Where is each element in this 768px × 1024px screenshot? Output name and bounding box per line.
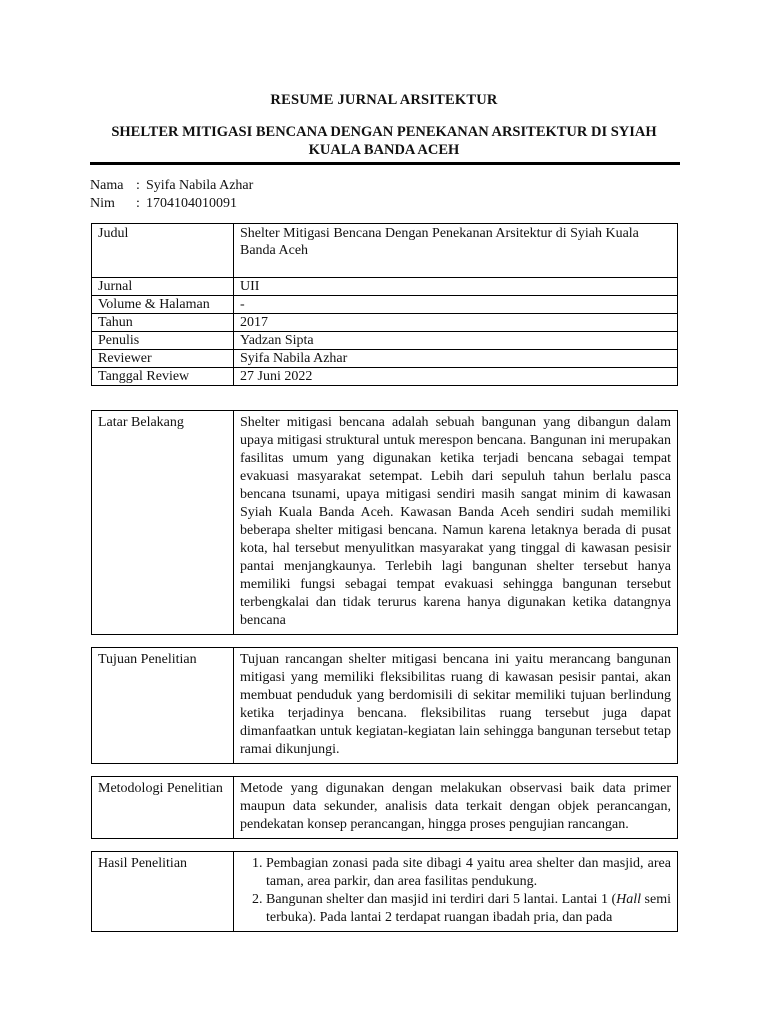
table-row — [92, 411, 678, 635]
metodologi-text: Metode yang digunakan dengan melakukan observasi baik data primer maupun data sekunder, analisis data terkait dengan objek perancangan, pendekatan konsep perancangan, hingga proses pengujian rancangan. — [234, 777, 678, 839]
meta-value-tanggal: 27 Juni 2022 — [234, 368, 678, 386]
tujuan-text: Tujuan rancangan shelter mitigasi bencana ini yaitu merancang bangunan mitigasi yang memiliki fleksibilitas ruang di kawasan pesisir pantai, akan membuat penduduk yang berdomisili di sekitar memiliki tujuan berlindung ketika terjadinya bencana. fleksibilitas ruang tersebut juga dapat dimanfaatkan untuk kegiatan-kegiatan lain sehingga bangunan tersebut tetap ramai dikunjungi. — [234, 648, 678, 764]
table-row — [92, 852, 678, 932]
table-row — [92, 314, 678, 332]
meta-label-tahun: Tahun — [92, 314, 234, 332]
table-row — [92, 278, 678, 296]
meta-value-judul: Shelter Mitigasi Bencana Dengan Penekanan Arsitektur di Syiah Kuala Banda Aceh — [234, 224, 678, 278]
hall-term: Hall — [616, 892, 642, 907]
metodologi-label: Metodologi Penelitian — [92, 777, 234, 839]
latar-label: Latar Belakang — [92, 411, 234, 635]
name-label: Nama — [90, 178, 124, 193]
list-item: 1. Pembagian zonasi pada site dibagi 4 yaitu area shelter dan masjid, area taman, area parkir, dan area fasilitas pendukung. — [266, 855, 671, 891]
title-divider — [90, 162, 680, 165]
meta-value-tahun: 2017 — [234, 314, 678, 332]
meta-label-volume: Volume & Halaman — [92, 296, 234, 314]
identity-block — [90, 177, 253, 213]
name-value: Syifa Nabila Azhar — [146, 178, 254, 193]
document-title: RESUME JURNAL ARSITEKTUR — [270, 92, 498, 108]
nim-separator: : — [136, 196, 140, 211]
hasil-label: Hasil Penelitian — [92, 852, 234, 932]
table-row — [92, 296, 678, 314]
nim-value: 1704104010091 — [146, 196, 237, 211]
list-item-text: Bangunan shelter dan masjid ini terdiri dari 5 lantai. Lantai 1 ( — [266, 892, 617, 907]
metadata-table — [91, 223, 678, 386]
meta-value-volume: - — [234, 296, 678, 314]
name-row — [90, 177, 253, 195]
table-row — [92, 332, 678, 350]
name-separator: : — [136, 178, 140, 193]
row-spacer — [92, 839, 678, 852]
nim-label: Nim — [90, 196, 115, 211]
table-row — [92, 777, 678, 839]
meta-label-penulis: Penulis — [92, 332, 234, 350]
review-table — [91, 410, 678, 932]
meta-value-reviewer: Syifa Nabila Azhar — [234, 350, 678, 368]
table-row — [92, 224, 678, 278]
table-row — [92, 648, 678, 764]
meta-value-jurnal: UII — [234, 278, 678, 296]
table-row — [92, 350, 678, 368]
table-row — [92, 368, 678, 386]
meta-value-penulis: Yadzan Sipta — [234, 332, 678, 350]
meta-label-jurnal: Jurnal — [92, 278, 234, 296]
hasil-content — [234, 852, 678, 932]
meta-label-reviewer: Reviewer — [92, 350, 234, 368]
meta-label-judul: Judul — [92, 224, 234, 278]
row-spacer — [92, 635, 678, 648]
nim-row — [90, 195, 253, 213]
meta-label-tanggal: Tanggal Review — [92, 368, 234, 386]
list-item-text: semi terbuka). Pada lantai 2 terdapat ruangan ibadah pria, dan pada — [266, 892, 671, 925]
list-item — [266, 891, 671, 927]
row-spacer — [92, 764, 678, 777]
document-subtitle: SHELTER MITIGASI BENCANA DENGAN PENEKANAN ARSITEKTUR DI SYIAH KUALA BANDA ACEH — [111, 124, 657, 158]
hasil-list — [240, 855, 671, 927]
latar-text: Shelter mitigasi bencana adalah sebuah bangunan yang dibangun dalam upaya mitigasi struktural untuk merespon bencana. Bangunan ini merupakan fasilitas umum yang digunakan ketika terjadi bencana sebagai tempat evakuasi masyarakat setempat. Lebih dari sepuluh tahun berlalu pasca bencana tsunami, upaya mitigasi sendiri masih sangat minim di kawasan Syiah Kuala Banda Aceh. Kawasan Banda Aceh sendiri sudah memiliki beberapa shelter mitigasi bencana. Namun karena letaknya berada di pusat kota, hal tersebut menyulitkan masyarakat yang tinggal di kawasan pesisir pantai menjangkaunya. Terlebih lagi bangunan shelter tersebut hanya memiliki fungsi sebagai tempat evakuasi sehingga bangunan tersebut terbengkalai dan tidak terurus karena hanya digunakan ketika datangnya bencana — [234, 411, 678, 635]
tujuan-label: Tujuan Penelitian — [92, 648, 234, 764]
